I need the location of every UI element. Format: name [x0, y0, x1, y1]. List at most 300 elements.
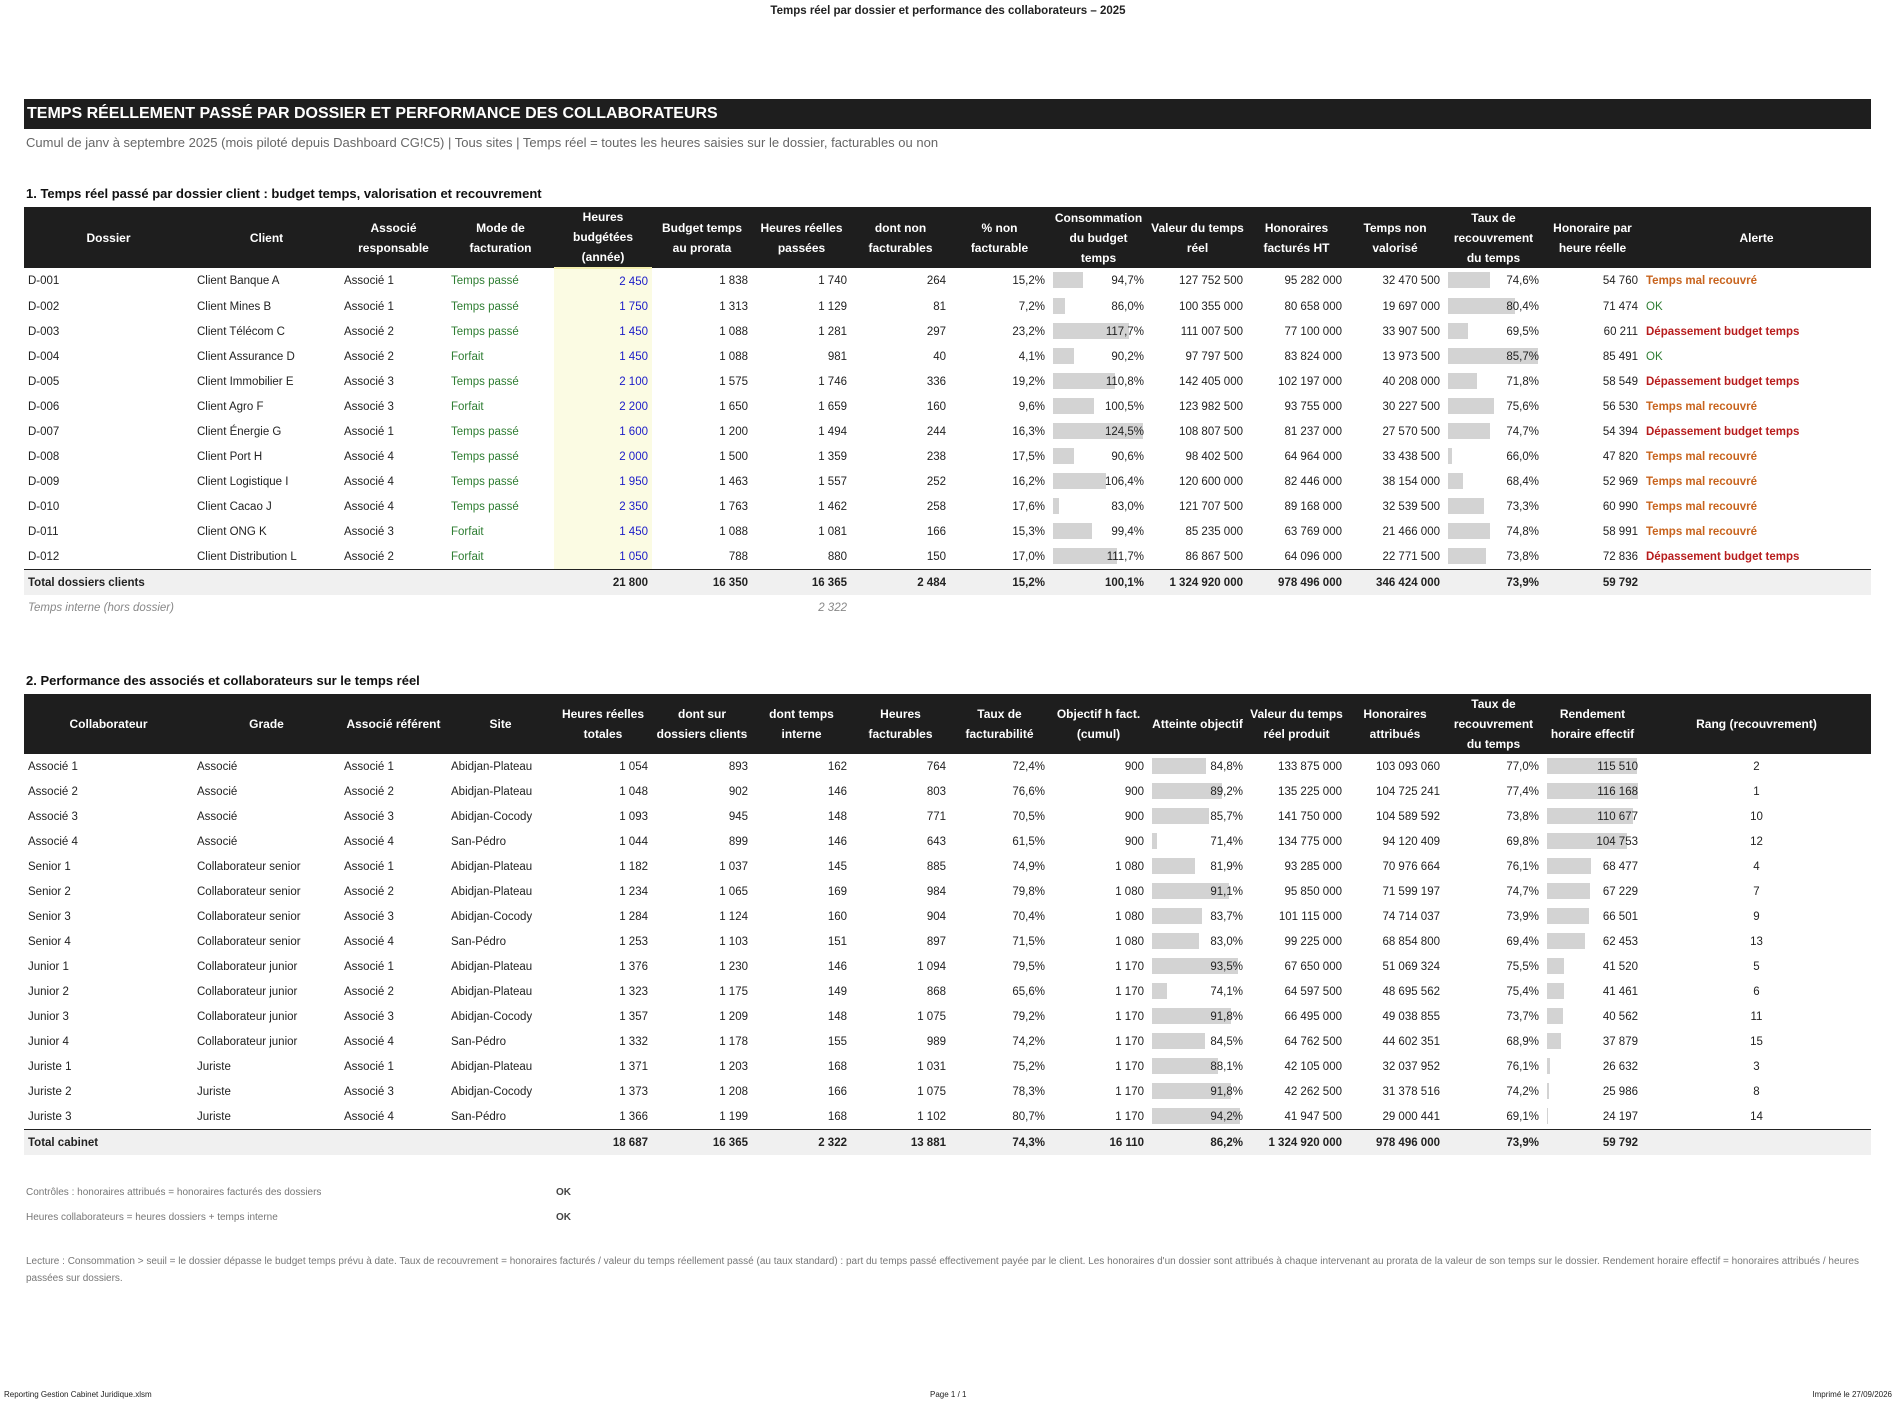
taux-recouvrement: [1444, 268, 1543, 294]
taux-recouvrement-fill: [1448, 423, 1490, 439]
collab-header-2: Associé référent: [340, 694, 447, 754]
taux-recouvrement: [1444, 344, 1543, 369]
client-name: Client Immobilier E: [197, 375, 294, 388]
taux-recouvrement: 77,0%: [1506, 760, 1539, 773]
total-valeur: 1 324 920 000: [1148, 570, 1247, 596]
objectif-heures: 900: [1124, 810, 1144, 823]
associe-responsable: Associé 4: [344, 500, 394, 513]
taux-recouvrement-value: 74,6%: [1506, 275, 1539, 287]
honoraires-attribues: 94 120 409: [1382, 835, 1440, 848]
budget-prorata: 1 463: [719, 475, 748, 488]
heures-facturables: 1 031: [917, 1060, 946, 1073]
footer-page-number: Page 1 / 1: [930, 1390, 967, 1399]
pct-non-facturable: 9,6%: [1018, 400, 1045, 413]
taux-recouvrement: [1444, 319, 1543, 344]
heures-reelles: 1 659: [818, 400, 847, 413]
honoraire-par-heure: 58 549: [1602, 375, 1638, 388]
dossier-row: [24, 494, 1871, 519]
collaborateur-name: Senior 1: [28, 860, 71, 873]
taux-recouvrement-fill: [1448, 398, 1494, 414]
taux-facturabilite: 79,2%: [1012, 1010, 1045, 1023]
budget-prorata: 1 763: [719, 500, 748, 513]
objectif-heures: 1 170: [1115, 1010, 1144, 1023]
honoraires-attribues: 31 378 516: [1382, 1085, 1440, 1098]
control-status-1: OK: [556, 1187, 571, 1198]
mode-facturation: Temps passé: [451, 425, 519, 438]
lecture-note: Lecture : Consommation > seuil = le dossier dépasse le budget temps prévu à date. Taux de recouvrement = honoraires facturés / valeur du temps réellement passé (au taux standard) : part du temps passé effectivement payée par le client. Les honoraires d'un dossier sont attribués à chaque intervenant au prorata de la valeur de son temps sur le dossier. Rendement horaire effectif = honoraires attribués / heures passées sur dossiers.: [26, 1256, 1859, 1284]
consommation-budget-fill: [1053, 398, 1094, 414]
internal-time-hours: 2 322: [818, 601, 847, 614]
collab-header-3: Site: [447, 694, 554, 754]
non-facturables: 166: [926, 525, 946, 538]
valeur-temps-produit: 95 850 000: [1284, 885, 1342, 898]
rendement-horaire-fill: [1547, 1083, 1549, 1099]
rendement-horaire: [1543, 929, 1642, 954]
non-facturables: 258: [926, 500, 946, 513]
taux-recouvrement: 68,9%: [1506, 1035, 1539, 1048]
pct-non-facturable: 15,3%: [1012, 525, 1045, 538]
honoraires-factures: 93 755 000: [1284, 400, 1342, 413]
taux-recouvrement: 76,1%: [1506, 860, 1539, 873]
associe-responsable: Associé 2: [344, 350, 394, 363]
objectif-heures: 1 170: [1115, 1110, 1144, 1123]
grade: Juriste: [197, 1085, 231, 1098]
valeur-temps-produit: 134 775 000: [1278, 835, 1342, 848]
dossier-id: D-010: [28, 500, 60, 513]
heures-facturables: 904: [926, 910, 946, 923]
atteinte-objectif-value: 91,1%: [1210, 885, 1243, 898]
taux-recouvrement-fill: [1448, 448, 1452, 464]
valeur-temps-reel: 121 707 500: [1179, 500, 1243, 513]
temps-non-valorise: 22 771 500: [1382, 550, 1440, 563]
atteinte-objectif-value: 88,1%: [1210, 1060, 1243, 1073]
taux-facturabilite: 80,7%: [1012, 1110, 1045, 1123]
honoraires-attribues: 48 695 562: [1382, 985, 1440, 998]
atteinte-objectif-fill: [1152, 1058, 1218, 1074]
taux-facturabilite: 61,5%: [1012, 835, 1045, 848]
dossiers-header-7: dont non facturables: [851, 207, 950, 268]
taux-recouvrement-value: 73,3%: [1506, 500, 1539, 513]
rang-recouvrement: 2: [1753, 760, 1760, 773]
atteinte-objectif-value: 84,5%: [1210, 1035, 1243, 1048]
budget-prorata: 1 500: [719, 450, 748, 463]
rendement-horaire: [1543, 804, 1642, 829]
valeur-temps-reel: 85 235 000: [1185, 525, 1243, 538]
heures-interne: 146: [827, 835, 847, 848]
client-name: Client Port H: [197, 450, 263, 463]
valeur-temps-produit: 41 947 500: [1284, 1110, 1342, 1123]
heures-facturables: 868: [926, 985, 946, 998]
associe-referent: Associé 3: [344, 1085, 394, 1098]
site: San-Pédro: [451, 935, 506, 948]
dossiers-header-6: Heures réelles passées: [752, 207, 851, 268]
rendement-horaire: [1543, 779, 1642, 804]
heures-dossiers: 902: [728, 785, 748, 798]
total-conso: 100,1%: [1049, 570, 1148, 596]
budget-prorata: 1 838: [719, 275, 748, 287]
total-non-valorise: 346 424 000: [1346, 570, 1444, 596]
collaborateur-name: Junior 1: [28, 960, 69, 973]
associe-referent: Associé 4: [344, 1035, 394, 1048]
client-name: Client Cacao J: [197, 500, 272, 513]
heures-facturables: 1 094: [917, 960, 946, 973]
dossiers-header-4: Heures budgétées (année): [554, 207, 652, 268]
rendement-horaire: [1543, 854, 1642, 879]
non-facturables: 297: [926, 325, 946, 338]
total-taux-fact: 74,3%: [950, 1130, 1049, 1156]
temps-non-valorise: 32 539 500: [1382, 500, 1440, 513]
dossier-row: [24, 294, 1871, 319]
heures-budgetees: 2 100: [554, 369, 652, 394]
honoraire-par-heure: 58 991: [1602, 525, 1638, 538]
honoraires-factures: 81 237 000: [1284, 425, 1342, 438]
total-label: Total cabinet: [24, 1130, 554, 1156]
temps-non-valorise: 19 697 000: [1382, 300, 1440, 313]
atteinte-objectif: [1148, 1054, 1247, 1079]
consommation-budget: [1049, 294, 1148, 319]
grade: Collaborateur junior: [197, 1035, 298, 1048]
rang-recouvrement: 4: [1753, 860, 1760, 873]
honoraires-attribues: 74 714 037: [1382, 910, 1440, 923]
collaborateur-row: [24, 1104, 1871, 1130]
grade: Associé: [197, 785, 238, 798]
heures-totales: 1 054: [619, 760, 648, 773]
rendement-horaire-fill: [1547, 1058, 1550, 1074]
objectif-heures: 1 080: [1115, 910, 1144, 923]
heures-totales: 1 376: [619, 960, 648, 973]
rendement-horaire-fill: [1547, 1033, 1561, 1049]
taux-recouvrement-fill: [1448, 323, 1468, 339]
consommation-budget: [1049, 469, 1148, 494]
mode-facturation: Temps passé: [451, 325, 519, 338]
grade: Associé: [197, 810, 238, 823]
consommation-budget-value: 106,4%: [1104, 475, 1144, 488]
dossiers-header-5: Budget temps au prorata: [652, 207, 752, 268]
rang-recouvrement: 1: [1753, 785, 1760, 798]
collab-header-10: Atteinte objectif: [1148, 694, 1247, 754]
dossier-row: [24, 344, 1871, 369]
heures-interne: 148: [827, 810, 847, 823]
client-name: Client Agro F: [197, 400, 264, 413]
valeur-temps-produit: 133 875 000: [1278, 760, 1342, 773]
consommation-budget-fill: [1053, 272, 1083, 288]
grade: Associé: [197, 835, 238, 848]
dossiers-header-0: Dossier: [24, 207, 193, 268]
taux-facturabilite: 79,5%: [1012, 960, 1045, 973]
pct-non-facturable: 4,1%: [1018, 350, 1045, 363]
dossiers-header-9: Consommation du budget temps: [1049, 207, 1148, 268]
rendement-horaire-fill: [1547, 908, 1589, 924]
valeur-temps-produit: 64 597 500: [1284, 985, 1342, 998]
taux-recouvrement-value: 74,7%: [1506, 425, 1539, 438]
honoraires-factures: 64 096 000: [1284, 550, 1342, 563]
collaborateur-name: Juriste 3: [28, 1110, 72, 1123]
dossiers-header-1: Client: [193, 207, 340, 268]
heures-budgetees: 2 350: [554, 494, 652, 519]
grade: Juriste: [197, 1060, 231, 1073]
total-h-totales: 18 687: [554, 1130, 652, 1156]
taux-recouvrement: [1444, 469, 1543, 494]
collab-header-8: Taux de facturabilité: [950, 694, 1049, 754]
honoraires-factures: 89 168 000: [1284, 500, 1342, 513]
atteinte-objectif: [1148, 854, 1247, 879]
report-subtitle: Cumul de janv à septembre 2025 (mois piloté depuis Dashboard CG!C5) | Tous sites | Temps réel = toutes les heures saisies sur le dossier, facturables ou non: [26, 135, 939, 150]
valeur-temps-produit: 66 495 000: [1284, 1010, 1342, 1023]
taux-recouvrement-value: 66,0%: [1506, 450, 1539, 463]
atteinte-objectif: [1148, 1104, 1247, 1130]
atteinte-objectif-value: 71,4%: [1210, 835, 1243, 848]
collaborateur-name: Associé 4: [28, 835, 78, 848]
heures-facturables: 989: [926, 1035, 946, 1048]
non-facturables: 40: [933, 350, 946, 363]
heures-totales: 1 357: [619, 1010, 648, 1023]
grade: Collaborateur junior: [197, 1010, 298, 1023]
footer-print-date: Imprimé le 27/09/2026: [1812, 1390, 1892, 1399]
taux-recouvrement: [1444, 544, 1543, 570]
consommation-budget: [1049, 444, 1148, 469]
associe-responsable: Associé 3: [344, 375, 394, 388]
atteinte-objectif-fill: [1152, 808, 1209, 824]
heures-facturables: 984: [926, 885, 946, 898]
collaborateur-row: [24, 1004, 1871, 1029]
collaborateur-row: [24, 879, 1871, 904]
associe-responsable: Associé 2: [344, 325, 394, 338]
alerte-status: OK: [1646, 350, 1663, 363]
rendement-horaire: [1543, 1104, 1642, 1130]
rendement-horaire: [1543, 829, 1642, 854]
non-facturables: 264: [926, 275, 946, 287]
total-taux-recouv: 73,9%: [1444, 570, 1543, 596]
taux-recouvrement: 73,7%: [1506, 1010, 1539, 1023]
associe-referent: Associé 4: [344, 835, 394, 848]
associe-referent: Associé 1: [344, 760, 394, 773]
grade: Associé: [197, 760, 238, 773]
objectif-heures: 900: [1124, 760, 1144, 773]
total-budget-prorata: 16 350: [652, 570, 752, 596]
taux-recouvrement: [1444, 394, 1543, 419]
alerte-status: Temps mal recouvré: [1646, 400, 1758, 413]
internal-empty: [1642, 595, 1871, 620]
mode-facturation: Forfait: [451, 525, 484, 538]
mode-facturation: Temps passé: [451, 500, 519, 513]
dossier-row: [24, 469, 1871, 494]
site: Abidjan-Plateau: [451, 760, 533, 773]
heures-interne: 151: [827, 935, 847, 948]
valeur-temps-produit: 99 225 000: [1284, 935, 1342, 948]
taux-facturabilite: 79,8%: [1012, 885, 1045, 898]
dossiers-table: [24, 207, 1871, 620]
atteinte-objectif: [1148, 1004, 1247, 1029]
alerte-status: Temps mal recouvré: [1646, 450, 1758, 463]
collaborateur-row: [24, 979, 1871, 1004]
heures-dossiers: 1 230: [719, 960, 748, 973]
taux-facturabilite: 75,2%: [1012, 1060, 1045, 1073]
consommation-budget-fill: [1053, 298, 1065, 314]
rendement-horaire: [1543, 904, 1642, 929]
taux-recouvrement-value: 74,8%: [1506, 525, 1539, 538]
dossiers-header-8: % non facturable: [950, 207, 1049, 268]
honoraires-attribues: 103 093 060: [1376, 760, 1440, 773]
valeur-temps-reel: 127 752 500: [1179, 275, 1243, 287]
site: San-Pédro: [451, 835, 506, 848]
valeur-temps-produit: 93 285 000: [1284, 860, 1342, 873]
valeur-temps-reel: 123 982 500: [1179, 400, 1243, 413]
client-name: Client ONG K: [197, 525, 267, 538]
heures-facturables: 764: [926, 760, 946, 773]
atteinte-objectif-fill: [1152, 908, 1202, 924]
associe-referent: Associé 1: [344, 960, 394, 973]
internal-empty: [554, 595, 652, 620]
atteinte-objectif: [1148, 879, 1247, 904]
associe-referent: Associé 2: [344, 985, 394, 998]
total-heures-reelles: 16 365: [752, 570, 851, 596]
rendement-horaire-value: 110 677: [1597, 810, 1638, 823]
rendement-horaire-fill: [1547, 958, 1564, 974]
honoraires-factures: 102 197 000: [1278, 375, 1342, 388]
collaborateurs-table: [24, 694, 1871, 1155]
rendement-horaire-fill: [1547, 858, 1591, 874]
associe-referent: Associé 3: [344, 1010, 394, 1023]
heures-reelles: 1 746: [818, 375, 847, 388]
associe-referent: Associé 3: [344, 910, 394, 923]
taux-recouvrement-fill: [1448, 298, 1515, 314]
atteinte-objectif: [1148, 804, 1247, 829]
honoraires-attribues: 104 725 241: [1376, 785, 1440, 798]
honoraire-par-heure: 52 969: [1602, 475, 1638, 488]
alerte-status: Dépassement budget temps: [1646, 550, 1800, 563]
consommation-budget-value: 86,0%: [1111, 300, 1144, 313]
grade: Collaborateur senior: [197, 910, 301, 923]
associe-responsable: Associé 1: [344, 300, 394, 313]
heures-budgetees: 2 200: [554, 394, 652, 419]
honoraire-par-heure: 72 836: [1602, 550, 1638, 563]
honoraire-par-heure: 60 211: [1603, 325, 1638, 338]
alerte-status: Temps mal recouvré: [1646, 275, 1758, 287]
total-label: Total dossiers clients: [24, 570, 554, 596]
heures-reelles: 1 081: [818, 525, 847, 538]
consommation-budget-fill: [1053, 448, 1074, 464]
mode-facturation: Forfait: [451, 550, 484, 563]
atteinte-objectif-value: 74,1%: [1210, 985, 1243, 998]
heures-totales: 1 371: [619, 1060, 648, 1073]
collab-header-1: Grade: [193, 694, 340, 754]
consommation-budget: [1049, 344, 1148, 369]
collaborateur-row: [24, 754, 1871, 779]
valeur-temps-produit: 101 115 000: [1278, 910, 1342, 923]
taux-facturabilite: 70,4%: [1012, 910, 1045, 923]
taux-recouvrement: 73,8%: [1506, 810, 1539, 823]
collaborateur-name: Associé 1: [28, 760, 78, 773]
rang-recouvrement: 9: [1753, 910, 1760, 923]
dossiers-header-15: Alerte: [1642, 207, 1871, 268]
valeur-temps-reel: 97 797 500: [1185, 350, 1243, 363]
heures-dossiers: 1 124: [719, 910, 748, 923]
honoraires-attribues: 71 599 197: [1382, 885, 1440, 898]
atteinte-objectif-value: 94,2%: [1210, 1110, 1243, 1123]
taux-recouvrement: [1444, 519, 1543, 544]
rendement-horaire: [1543, 1079, 1642, 1104]
taux-recouvrement: 69,4%: [1506, 935, 1539, 948]
total-empty: [1642, 1130, 1871, 1156]
budget-prorata: 1 200: [719, 425, 748, 438]
heures-facturables: 771: [926, 810, 946, 823]
atteinte-objectif: [1148, 954, 1247, 979]
taux-recouvrement-fill: [1448, 498, 1484, 514]
cabinet-total-row: [24, 1130, 1871, 1156]
rendement-horaire-value: 116 168: [1597, 785, 1638, 798]
grade: Collaborateur senior: [197, 860, 301, 873]
heures-totales: 1 044: [619, 835, 648, 848]
objectif-heures: 1 170: [1115, 985, 1144, 998]
consommation-budget-value: 110,8%: [1105, 375, 1144, 388]
dossier-row: [24, 419, 1871, 444]
honoraires-attribues: 68 854 800: [1382, 935, 1440, 948]
heures-interne: 168: [827, 1110, 847, 1123]
control-status-2: OK: [556, 1212, 571, 1223]
client-name: Client Télécom C: [197, 325, 285, 338]
dossier-row: [24, 544, 1871, 570]
atteinte-objectif-value: 84,8%: [1210, 760, 1243, 773]
dossier-id: D-003: [28, 325, 60, 338]
taux-recouvrement: 69,1%: [1506, 1110, 1539, 1123]
pct-non-facturable: 16,3%: [1012, 425, 1045, 438]
consommation-budget: [1049, 319, 1148, 344]
client-name: Client Assurance D: [197, 350, 295, 363]
associe-responsable: Associé 3: [344, 400, 394, 413]
taux-recouvrement: 76,1%: [1506, 1060, 1539, 1073]
heures-reelles: 1 281: [818, 325, 847, 338]
collaborateurs-table-header: [24, 694, 1871, 754]
honoraires-factures: 63 769 000: [1284, 525, 1342, 538]
dossiers-table-header: [24, 207, 1871, 268]
atteinte-objectif-fill: [1152, 1033, 1205, 1049]
valeur-temps-reel: 120 600 000: [1179, 475, 1243, 488]
collaborateur-row: [24, 929, 1871, 954]
atteinte-objectif: [1148, 779, 1247, 804]
heures-interne: 148: [827, 1010, 847, 1023]
honoraires-factures: 64 964 000: [1284, 450, 1342, 463]
collaborateur-name: Junior 4: [28, 1035, 69, 1048]
internal-empty: [1049, 595, 1148, 620]
atteinte-objectif: [1148, 904, 1247, 929]
taux-recouvrement: [1444, 494, 1543, 519]
internal-empty: [851, 595, 950, 620]
heures-dossiers: 1 199: [719, 1110, 748, 1123]
heures-interne: 168: [827, 1060, 847, 1073]
valeur-temps-reel: 142 405 000: [1179, 375, 1243, 388]
atteinte-objectif-value: 91,8%: [1210, 1085, 1243, 1098]
heures-dossiers: 1 209: [719, 1010, 748, 1023]
rendement-horaire-value: 37 879: [1602, 1035, 1638, 1048]
rendement-horaire: [1543, 1029, 1642, 1054]
atteinte-objectif-value: 85,7%: [1210, 810, 1243, 823]
alerte-status: OK: [1646, 300, 1663, 313]
taux-facturabilite: 65,6%: [1012, 985, 1045, 998]
valeur-temps-reel: 108 807 500: [1179, 425, 1243, 438]
heures-totales: 1 093: [619, 810, 648, 823]
atteinte-objectif-value: 81,9%: [1210, 860, 1243, 873]
heures-totales: 1 234: [619, 885, 648, 898]
associe-responsable: Associé 1: [344, 425, 394, 438]
consommation-budget-value: 100,5%: [1104, 400, 1144, 413]
dossier-row: [24, 394, 1871, 419]
collab-header-4: Heures réelles totales: [554, 694, 652, 754]
rendement-horaire-fill: [1547, 983, 1564, 999]
heures-interne: 146: [827, 960, 847, 973]
budget-prorata: 1 088: [719, 525, 748, 538]
rang-recouvrement: 14: [1750, 1110, 1763, 1123]
temps-non-valorise: 40 208 000: [1382, 375, 1440, 388]
